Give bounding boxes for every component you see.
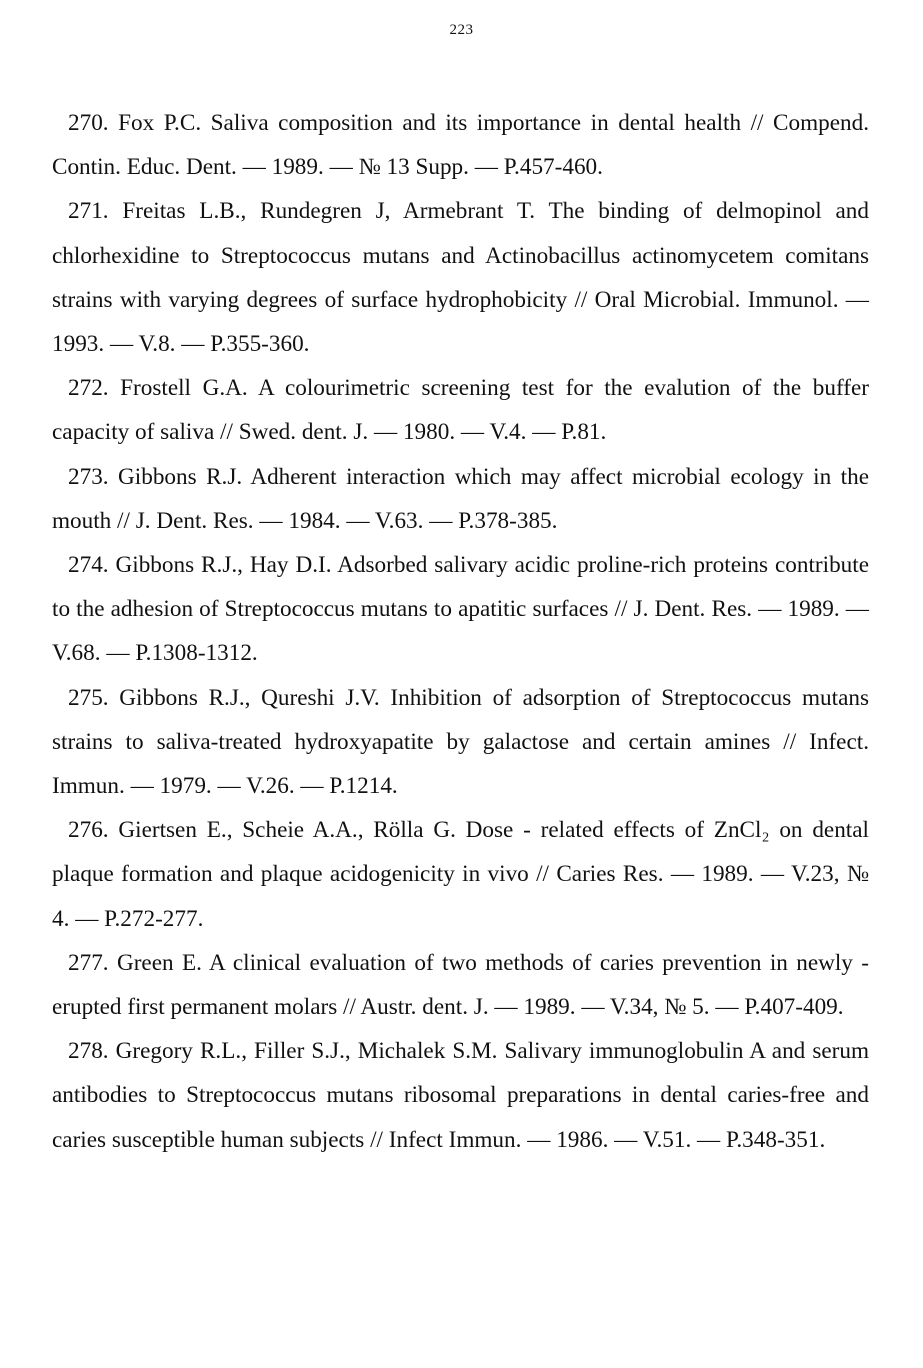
reference-278: 278. Gregory R.L., Filler S.J., Michalek S.M. Salivary immunoglobulin A and serum antibodies to Streptococcus mutans ribosomal preparations in dental caries-free and caries susceptible human subjects // Infect Immun. — 1986. — V.51. — P.348-351.	[52, 1038, 869, 1153]
reference-277: 277. Green E. A clinical evaluation of two methods of caries prevention in newly - erupted first permanent molars // Austr. dent. J. — 1989. — V.34, № 5. — P.407-409.	[52, 949, 869, 1021]
reference-270: 270. Fox P.C. Saliva composition and its importance in dental health // Compend. Contin. Educ. Dent. — 1989. — № 13 Supp. — P.457-460.	[52, 110, 869, 181]
reference-273: 273. Gibbons R.J. Adherent interaction which may affect microbial ecology in the mouth // J. Dent. Res. — 1984. — V.63. — P.378-385.	[52, 463, 869, 534]
reference-274: 274. Gibbons R.J., Hay D.I. Adsorbed salivary acidic proline-rich proteins contribute to the adhesion of Streptococcus mutans to apatitic surfaces // J. Dent. Res. — 1989. — V.68. — P.1308-1312.	[52, 552, 869, 667]
reference-list	[52, 101, 869, 1162]
reference-276: 276. Giertsen E., Scheie A.A., Rölla G. Dose - related effects of ZnCl₂ on dental plaque formation and plaque acidogenicity in vivo // Caries Res. — 1989. — V.23, № 4. — P.272-277.	[52, 817, 869, 932]
reference-275: 275. Gibbons R.J., Qureshi J.V. Inhibition of adsorption of Streptococcus mutans strains to saliva-treated hydroxyapatite by galactose and certain amines // Infect. Immun. — 1979. — V.26. — P.1214.	[52, 684, 869, 800]
reference-272: 272. Frostell G.A. A colourimetric screening test for the evalution of the buffer capacity of saliva // Swed. dent. J. — 1980. — V.4. — P.81.	[52, 375, 869, 446]
page-number: 223	[449, 22, 474, 38]
reference-271: 271. Freitas L.B., Rundegren J, Armebrant T. The binding of delmopinol and chlorhexidine to Streptococcus mutans and Actinobacillus actinomycetem comitans strains with varying degrees of surface hydrophobicity // Oral Microbial. Immunol. — 1993. — V.8. — P.355-360.	[52, 198, 869, 358]
